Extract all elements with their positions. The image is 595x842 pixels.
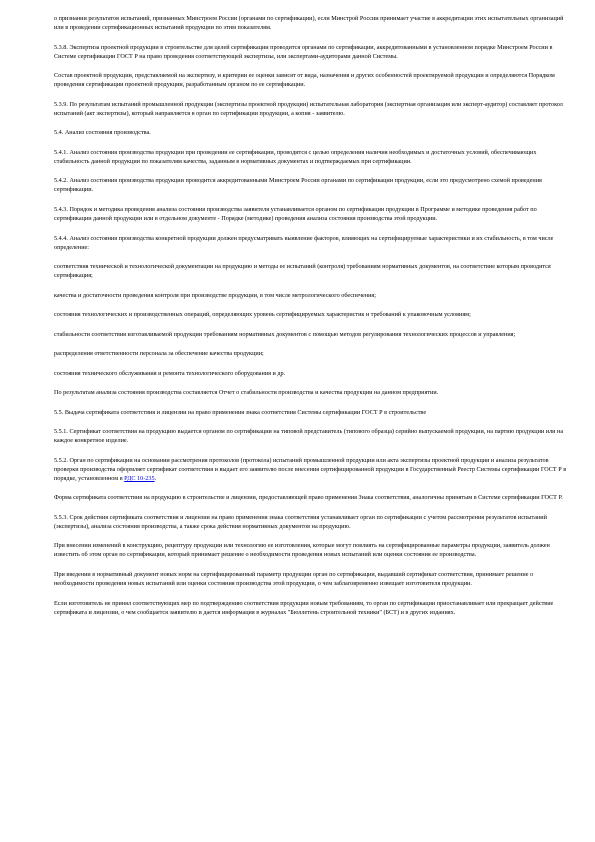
list-item-stability: стабильности соответствия изготавливаемой продукции требованиям нормативных документов с помощью методов регулирования технологических процессов и управления; [54,330,516,338]
paragraph-continuation: о признании результатов испытаний, признанных Минстроем России (органами по сертификации), если Минстрой России принимает участие в аккредитации этих испытательных организаций или в проведении сертификационных испытаний продукции по этим показателям. [54,15,564,32]
list-item-quality-control: качества и достаточности проведения контроля при производстве продукции, в том числе метрологического обеспечения; [54,291,376,299]
paragraph-5-5-2 [54,456,571,483]
section-heading-5-4: 5.4. Анализ состояния производства. [54,129,151,137]
paragraph-analysis-report: По результатам анализа состояния производства составляется Отчет о стабильности производства и качества продукции на данном предприятии. [54,389,439,397]
list-item-operations: состояния технологических и производственных операций, определяющих уровень сертифицируемых характеристик и требований к упаковочным условиям; [54,311,471,319]
paragraph-5-3-8: 5.3.8. Экспертиза проектной продукции в строительстве для целей сертификации проводится органами по сертификации, аккредитованными в установленном порядке Минстроем России в Системе сертификации ГОСТ Р на право проведения соответствующей экспертизы, или экспертами-аудиторами данной Системы. [54,43,553,60]
list-item-responsibility: распределения ответственности персонала за обеспечение качества продукции; [54,350,264,358]
paragraph-5-3-9: 5.3.9. По результатам испытаний промышленной продукции (экспертизы проектной продукции) испытательная лаборатория (экспертная организация или эксперт-аудитор) составляет протокол испытаний (акт экспертизы), который направляется в орган по сертификации продукции, а копия - заявителю. [54,100,563,117]
paragraph-5-4-2: 5.4.2. Анализ состояния производства продукции проводится аккредитованными Минстроем России органами по сертификации продукции, если это предусмотрено схемой проведения сертификации. [54,177,542,194]
paragraph-5-5-1: 5.5.1. Сертификат соответствия на продукцию выдается органом по сертификации на типовой представитель (типового образца) серийно выпускаемой продукции, на партию продукции или на каждое конкретное изделие. [54,428,564,445]
paragraph-suspension: Если изготовитель не принял соответствующих мер по подтверждению соответствия продукции новым требованиям, то орган по сертификации приостанавливает или прекращает действие сертификата и лицензии, о чем сообщается заявителю и дается информация в журналах "Бюллетень строительной техники" (БСТ) и в других изданиях. [54,599,554,616]
paragraph-5-5-2-end: . [154,474,157,482]
paragraph-certificate-form: Форма сертификата соответствия на продукцию в строительстве и лицензии, предоставляющей право применения Знака соответствия, аналогичны принятым в Системе сертификации ГОСТ Р. [54,494,563,502]
rds-10-235-link[interactable]: РДС 10-235 [124,474,155,482]
paragraph-5-5-2-text: 5.5.2. Орган по сертификации на основании рассмотрения протоколов (протокола) испытаний промышленной продукции или акта экспертизы проектной продукции и анализа результатов проверки производства оформляет сертификат соответствия и выдает его заявителю после внесения сертифицированной продукции в Государственный Реестр Системы сертификации ГОСТ Р в порядке, установленном в [54,456,567,482]
paragraph-5-4-1: 5.4.1. Анализ состояния производства продукции при проведении ее сертификации, проводится с целью определения наличия необходимых и достаточных условий, обеспечивающих стабильность данной продукции по показателям качества, заданным в нормативных документах и подтверждаемых при сертификации. [54,148,537,165]
paragraph-5-5-3: 5.5.3. Срок действия сертификата соответствия и лицензии на право применения знака соответствия устанавливает орган по сертификации с учетом рассмотрения результатов испытаний (экспертизы), анализа состояния производства, а также срока действия нормативных документов на продукцию. [54,513,547,530]
paragraph-design-composition: Состав проектной продукции, представляемой на экспертизу, и критерии ее оценки зависят от вида, назначения и других особенностей проектируемой продукции и определяются Порядком проведения сертификации проектной продукции, разработанным органом по ее сертификации. [54,72,555,89]
paragraph-5-4-3: 5.4.3. Порядок и методика проведения анализа состояния производства заявителя устанавливается органом по сертификации продукции в Программе и методике проведения работ по сертификации данной продукции или в отдельном документе - Порядке (методике) проведения анализа состояния производства этой продукции. [54,205,537,223]
paragraph-5-4-4: 5.4.4. Анализ состояния производства конкретной продукции должен предусматривать выявление факторов, влияющих на сертифицируемые характеристики и их стабильность, в том числе определение: [54,234,554,251]
list-item-maintenance: состояния технического обслуживания и ремонта технологического оборудования и др. [54,369,286,377]
paragraph-new-norms: При введении в нормативный документ новых норм на сертифицированный параметр продукции орган по сертификации, выдавший сертификат соответствия, принимает решение о необходимости проведения новых испытаний или оценки состояния производства этой продукции, о чем заблаговременно извещает изготовителя продукции. [54,570,534,588]
list-item-compliance: соответствия технической и технологической документации на продукцию и методы ее испытаний (контроля) требованиям нормативных документов, на соответствие которым проводится сертификация; [54,263,551,280]
paragraph-design-changes: При внесении изменений в конструкцию, рецептуру продукции или технологию ее изготовления, которые могут повлиять на сертифицированные параметры продукции, заявитель должен известить об этом орган по сертификации, который принимает решение о необходимости проведения новых испытаний или оценки состояния ее производства. [54,542,550,559]
section-heading-5-5: 5.5. Выдача сертификата соответствия и лицензии на право применения знака соответствия Системы сертификации ГОСТ Р в строительстве [54,408,427,416]
